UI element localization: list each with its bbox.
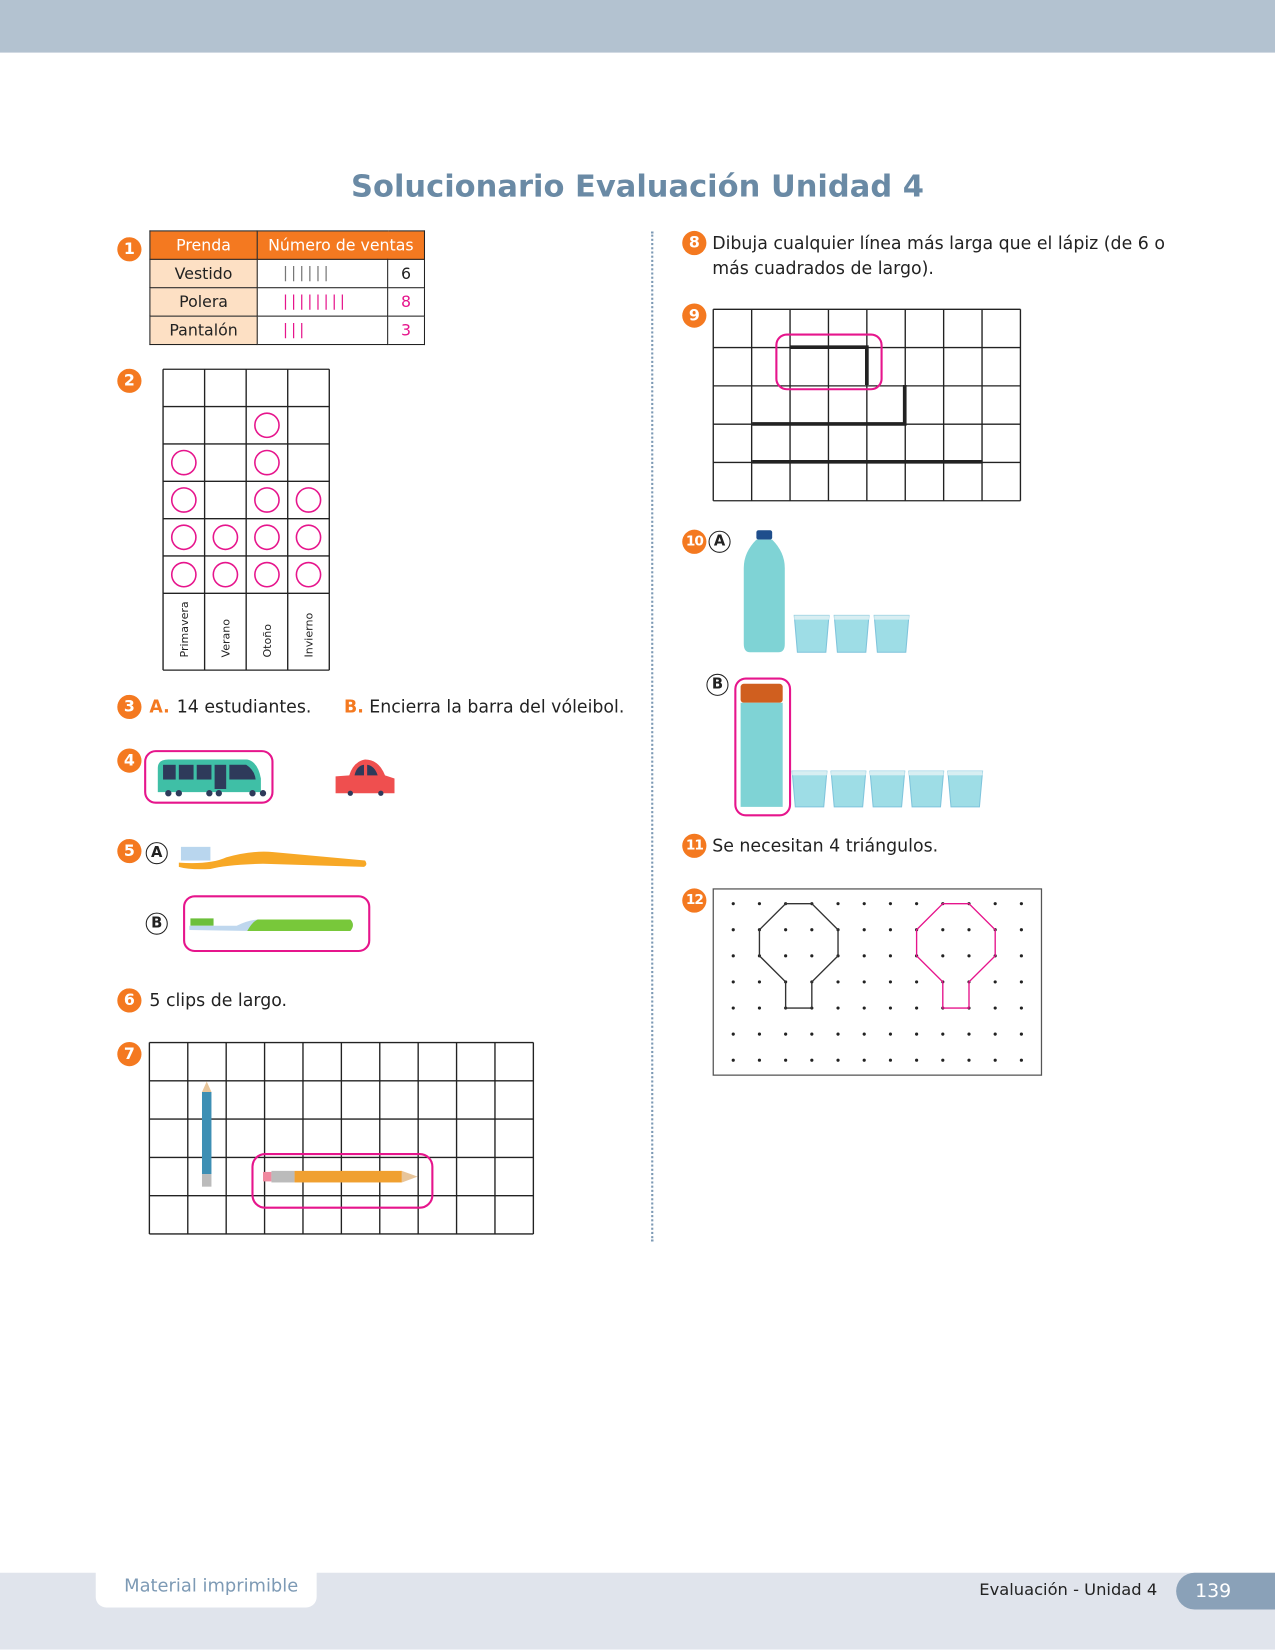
question-badge: 6 (117, 988, 141, 1012)
bus-icon (145, 751, 272, 803)
part-a-label: A. (149, 696, 170, 717)
grid-dot (889, 928, 892, 931)
grid-dot (889, 980, 892, 983)
grid-dot (967, 1059, 970, 1062)
dot-grid-frame (713, 889, 1041, 1075)
glass-icon (834, 615, 869, 652)
tally: ||| (257, 316, 387, 344)
grid-dot (732, 902, 735, 905)
grid-dot (967, 954, 970, 957)
question-badge: 1 (117, 237, 141, 261)
glass-rim (834, 615, 869, 619)
season-label: Verano (219, 618, 233, 658)
question-badge: 7 (117, 1042, 141, 1066)
grid-dot (889, 1033, 892, 1036)
question-badge: 11 (682, 834, 706, 858)
glass-icon (874, 615, 909, 652)
answer-text: Se necesitan 4 triángulos. (712, 835, 939, 856)
grid-dot (941, 954, 944, 957)
glass-rim (870, 771, 905, 775)
keyhole-shape-answer (917, 904, 996, 1008)
grid-dot (784, 1059, 787, 1062)
grid-dot (810, 928, 813, 931)
grid-dot (1020, 980, 1023, 983)
grid-q9 (713, 309, 1020, 500)
grid-dot (915, 1033, 918, 1036)
tally: |||||||| (257, 288, 387, 316)
grid-dot (863, 1059, 866, 1062)
grid-dot (863, 1033, 866, 1036)
glass-body (874, 615, 909, 652)
glass-rim (794, 615, 829, 619)
grid-dot (1020, 1033, 1023, 1036)
bottle-a-icon (744, 530, 785, 652)
item: Pantalón (150, 316, 257, 344)
toothbrush-b-icon (184, 896, 369, 951)
grid-dot (941, 1059, 944, 1062)
header-prenda: Prenda (150, 231, 257, 259)
item: Vestido (150, 259, 257, 287)
grid-dot (863, 928, 866, 931)
question-badge: 3 (117, 695, 141, 719)
answer-b: Encierra la barra del vóleibol. (369, 696, 625, 717)
grid-dot (915, 1006, 918, 1009)
grid-dot (994, 902, 997, 905)
dot-grid (732, 902, 1023, 1062)
grid-dot (758, 902, 761, 905)
grid-dot (863, 902, 866, 905)
grid-dot (758, 1033, 761, 1036)
glass-body (948, 771, 983, 807)
option-b: B (146, 913, 168, 935)
count: 6 (388, 259, 425, 287)
footer-tab: Material imprimible (96, 1565, 317, 1607)
glass-rim (792, 771, 827, 775)
grid-dot (732, 928, 735, 931)
grid-dot (732, 1006, 735, 1009)
footer-section: Evaluación - Unidad 4 (979, 1580, 1158, 1600)
grid-dot (758, 1059, 761, 1062)
grid-dot (889, 1059, 892, 1062)
question-badge: 10 (682, 530, 706, 554)
grid-dot (1020, 1006, 1023, 1009)
grid-dot (967, 1033, 970, 1036)
glass-body (870, 771, 905, 807)
grid-dot (836, 1059, 839, 1062)
grid-dot (994, 1033, 997, 1036)
car-icon (336, 760, 395, 796)
grid-dot (732, 1033, 735, 1036)
grid-dot (863, 954, 866, 957)
grid-dot (836, 980, 839, 983)
glass-rim (909, 771, 944, 775)
answer-line-1: Dibuja cualquier línea más larga que el lápiz (de 6 o (712, 233, 1165, 254)
grid-dot (941, 1033, 944, 1036)
glass-rim (948, 771, 983, 775)
item: Polera (150, 288, 257, 316)
glass-body (909, 771, 944, 807)
keyhole-shape-model (759, 904, 838, 1008)
count: 3 (388, 316, 425, 344)
grid-dot (810, 1033, 813, 1036)
option-a: A (709, 531, 731, 553)
grid-dot (889, 1006, 892, 1009)
grid-dot (915, 980, 918, 983)
grid-dot (836, 1006, 839, 1009)
page-number: 139 (1176, 1573, 1275, 1610)
grid-dot (1020, 954, 1023, 957)
grid-dot (810, 954, 813, 957)
grid-dot (994, 1059, 997, 1062)
grid-dot (1020, 902, 1023, 905)
grid-dot (994, 1006, 997, 1009)
grid-dot (863, 1006, 866, 1009)
glass-rim (874, 615, 909, 619)
grid-dot (758, 1006, 761, 1009)
part-b-label: B. (344, 696, 364, 717)
glass-rim (831, 771, 866, 775)
tally: |||||| (257, 259, 387, 287)
glass-body (831, 771, 866, 807)
grid-dot (810, 1059, 813, 1062)
question-badge: 9 (682, 304, 706, 328)
grid-dot (863, 980, 866, 983)
season-label: Primavera (178, 601, 192, 658)
grid-dot (889, 902, 892, 905)
grid-dot (732, 1059, 735, 1062)
glass-icon (831, 771, 866, 807)
grid-dot (784, 954, 787, 957)
question-badge: 2 (117, 369, 141, 393)
season-label: Invierno (302, 612, 316, 658)
toothbrush-a-icon (179, 847, 367, 869)
answer-line-2: más cuadrados de largo). (712, 258, 934, 279)
count: 8 (388, 288, 425, 316)
glass-icon (794, 615, 829, 652)
option-b: B (706, 674, 728, 696)
question-badge: 12 (682, 888, 706, 912)
grid-dot (994, 980, 997, 983)
pencil-vertical-icon (202, 1081, 211, 1186)
grid-dot (941, 928, 944, 931)
header-ventas: Número de ventas (257, 231, 424, 259)
glass-icon (909, 771, 944, 807)
grid-dot (1020, 1059, 1023, 1062)
grid-dot (889, 954, 892, 957)
question-badge: 8 (682, 231, 706, 255)
answer-a: 14 estudiantes. (176, 696, 312, 717)
grid-dot (836, 902, 839, 905)
glass-body (794, 615, 829, 652)
glass-icon (948, 771, 983, 807)
grid-dot (1020, 928, 1023, 931)
answer-text: 5 clips de largo. (149, 990, 288, 1011)
glass-body (792, 771, 827, 807)
question-badge: 5 (117, 839, 141, 863)
question-badge: 4 (117, 748, 141, 772)
grid-dot (784, 1033, 787, 1036)
grid-dot (758, 980, 761, 983)
grid-dot (784, 928, 787, 931)
option-a: A (146, 842, 168, 864)
grid-dot (967, 928, 970, 931)
grid-dot (732, 954, 735, 957)
grid-dot (836, 1033, 839, 1036)
glass-body (834, 615, 869, 652)
page-title: Solucionario Evaluación Unidad 4 (351, 168, 925, 205)
grid-dot (915, 902, 918, 905)
pencil-horizontal-icon (252, 1154, 432, 1208)
grid-dot (732, 980, 735, 983)
glass-icon (870, 771, 905, 807)
season-label: Otoño (261, 624, 275, 658)
grid-dot (915, 1059, 918, 1062)
glass-icon (792, 771, 827, 807)
bottle-b-icon (735, 679, 790, 816)
